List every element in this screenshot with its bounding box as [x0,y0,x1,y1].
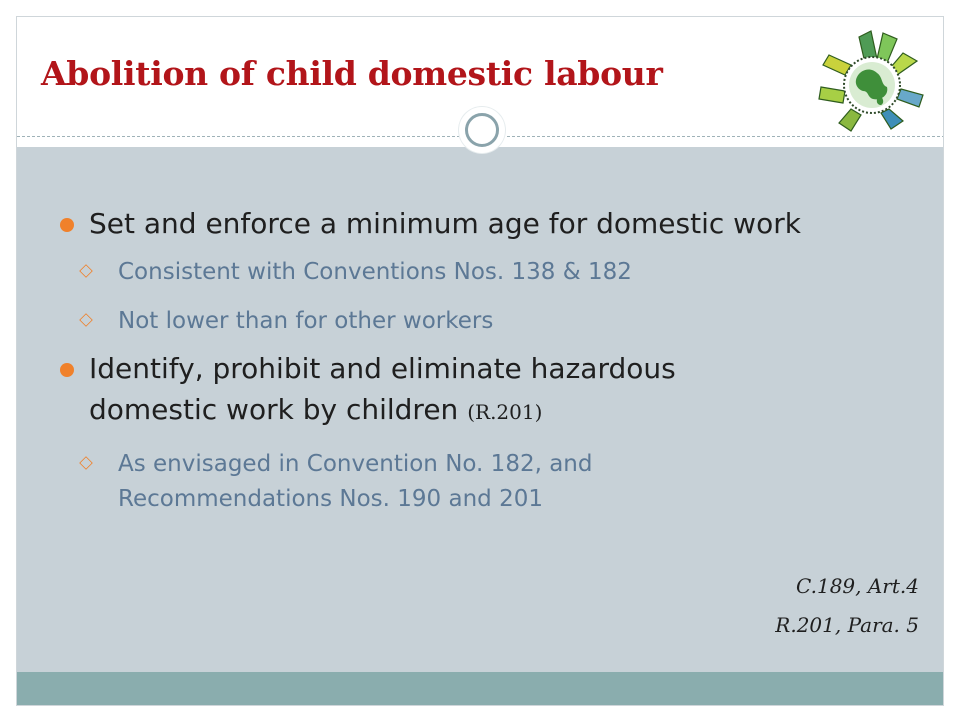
slide-title: Abolition of child domestic labour [41,54,663,93]
bullet-dot-icon [60,218,74,232]
sub-bullet-text: Consistent with Conventions Nos. 138 & 182 [118,259,632,285]
footer-band [17,672,944,705]
citation-c189: C.189, Art.4 [796,574,919,598]
bullet-text-line2: domestic work by children [89,393,459,426]
slide [16,16,944,706]
bullet-text-line1: Identify, prohibit and eliminate hazardous [89,352,676,385]
bullet-minimum-age [89,207,801,241]
bullet-hazardous-work-cont [89,393,542,429]
sub-bullet-text: Not lower than for other workers [118,308,494,334]
globe-logo-icon [799,25,944,137]
bullet-text: Set and enforce a minimum age for domestic work [89,207,801,240]
sub-bullet-convention-182 [118,449,592,480]
sub-bullet-text-line2: Recommendations Nos. 190 and 201 [118,486,543,512]
sub-bullet-not-lower [118,306,493,337]
bullet-hazardous-work [89,352,676,386]
bullet-dot-icon [60,363,74,377]
sub-bullet-text-line1: As envisaged in Convention No. 182, and [118,451,593,477]
ring-ornament-icon [459,107,505,153]
citation-r201: R.201, Para. 5 [775,613,919,637]
bullet-reference: (R.201) [467,400,543,424]
sub-bullet-conventions [118,257,632,288]
sub-bullet-recommendations [118,484,543,515]
